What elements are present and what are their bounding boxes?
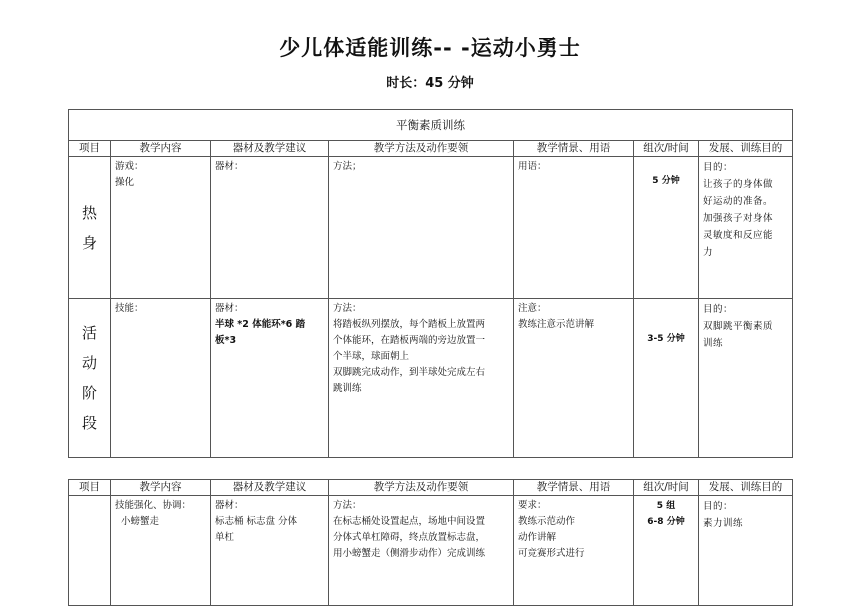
- cell-line: 素力训练: [703, 518, 744, 529]
- cell-line: 教练示范动作: [518, 516, 576, 527]
- header-cell: 器材及教学建议: [211, 141, 329, 157]
- scene-cell: [514, 299, 634, 458]
- cell-line: 3-5 分钟: [647, 334, 685, 344]
- time-cell: [634, 299, 699, 458]
- cell-line: 5 分钟: [652, 176, 680, 186]
- purpose-cell: [699, 299, 793, 458]
- cell-line: 双脚跳平衡素质: [703, 321, 774, 332]
- cell-line: 板*3: [215, 335, 237, 346]
- cell-line: 可竞赛形式进行: [518, 548, 585, 559]
- page-title: 少儿体适能训练-- -运动小勇士: [279, 36, 581, 60]
- cell-line: 半球 *2 体能环*6 踏: [215, 319, 306, 330]
- purpose-cell: [699, 496, 793, 606]
- cell-line: 操化: [115, 177, 135, 188]
- cell-line: 用语：: [518, 161, 547, 172]
- cell-line: 好运动的准备。: [703, 196, 774, 207]
- equipment-cell: [211, 299, 329, 458]
- table-header-row: [69, 141, 793, 157]
- header-cell: 教学方法及动作要领: [329, 480, 514, 496]
- header-cell: 项目: [69, 480, 111, 496]
- content-cell: [111, 299, 211, 458]
- cell-line: 器材：: [215, 161, 244, 172]
- header-cell: 发展、训练目的: [699, 480, 793, 496]
- phase-char: 活: [81, 324, 97, 342]
- header-cell: 教学情景、用语: [514, 480, 634, 496]
- cell-line: 5 组: [656, 501, 676, 511]
- cell-line: 技能：: [115, 303, 144, 314]
- scene-cell: [514, 157, 634, 299]
- cell-line: 分体式单杠障碍，终点放置标志盘，: [333, 532, 486, 543]
- table-row: [69, 299, 793, 458]
- purpose-cell: [699, 157, 793, 299]
- phase-cell: [69, 157, 111, 299]
- cell-line: 在标志桶处设置起点，场地中间设置: [333, 516, 486, 527]
- cell-line: 器材：: [215, 303, 244, 314]
- phase-char: 热: [81, 203, 97, 222]
- scene-cell: [514, 496, 634, 606]
- cell-line: 技能强化、协调：: [115, 500, 192, 511]
- cell-line: 要求：: [518, 500, 547, 511]
- cell-line: 目的：: [703, 501, 734, 512]
- phase-char: 动: [81, 354, 97, 372]
- cell-line: 双脚跳完成动作，到半球处完成左右: [333, 367, 486, 378]
- equipment-cell: [211, 157, 329, 299]
- table-row: [69, 157, 793, 299]
- cell-line: 用小螃蟹走（侧滑步动作）完成训练: [333, 548, 486, 559]
- cell-line: 方法：: [333, 500, 362, 511]
- cell-line: 个体能环，在踏板两端的旁边放置一: [333, 335, 486, 346]
- header-cell: 教学方法及动作要领: [329, 141, 514, 157]
- method-cell: [329, 496, 514, 606]
- cell-line: 标志桶 标志盘 分体: [215, 516, 298, 527]
- header-cell: 组次/时间: [634, 480, 699, 496]
- phase-char: 身: [81, 233, 97, 252]
- cell-line: 目的：: [703, 304, 734, 315]
- phase-cell: [69, 496, 111, 606]
- cell-line: 目的：: [703, 162, 734, 173]
- cell-line: 个半球，球面朝上: [333, 351, 410, 362]
- header-cell: 项目: [69, 141, 111, 157]
- table-row: [69, 496, 793, 606]
- cell-line: 灵敏度和反应能: [703, 230, 774, 241]
- cell-line: 将踏板纵列摆放，每个踏板上放置两: [333, 319, 486, 330]
- method-cell: [329, 157, 514, 299]
- cell-line: 加强孩子对身体: [703, 213, 774, 224]
- time-cell: [634, 496, 699, 606]
- cell-line: 单杠: [215, 532, 235, 543]
- cell-line: 器材：: [215, 500, 244, 511]
- training-table-1: [68, 109, 793, 458]
- cell-line: 教练注意示范讲解: [518, 319, 595, 330]
- phase-cell: [69, 299, 111, 458]
- cell-line: 让孩子的身体做: [703, 179, 774, 190]
- header-cell: 器材及教学建议: [211, 480, 329, 496]
- cell-line: 动作讲解: [518, 532, 557, 543]
- duration-subtitle: 时长：45 分钟: [386, 76, 474, 91]
- training-table-2: [68, 479, 793, 606]
- cell-line: 小螃蟹走: [115, 516, 160, 527]
- cell-line: 方法：: [333, 303, 362, 314]
- header-cell: 教学情景、用语: [514, 141, 634, 157]
- phase-char: 段: [81, 414, 97, 432]
- cell-line: 注意：: [518, 303, 547, 314]
- content-cell: [111, 496, 211, 606]
- header-cell: 教学内容: [111, 141, 211, 157]
- section-title: 平衡素质训练: [69, 110, 793, 141]
- cell-line: 6-8 分钟: [647, 517, 685, 527]
- phase-char: 阶: [81, 384, 97, 402]
- content-cell: [111, 157, 211, 299]
- header-cell: 发展、训练目的: [699, 141, 793, 157]
- cell-line: 方法；: [333, 161, 362, 172]
- cell-line: 训练: [703, 338, 724, 349]
- cell-line: 跳训练: [333, 383, 362, 394]
- equipment-cell: [211, 496, 329, 606]
- time-cell: [634, 157, 699, 299]
- cell-line: 力: [703, 247, 714, 258]
- cell-line: 游戏：: [115, 161, 144, 172]
- header-cell: 组次/时间: [634, 141, 699, 157]
- method-cell: [329, 299, 514, 458]
- header-cell: 教学内容: [111, 480, 211, 496]
- table-header-row: [69, 480, 793, 496]
